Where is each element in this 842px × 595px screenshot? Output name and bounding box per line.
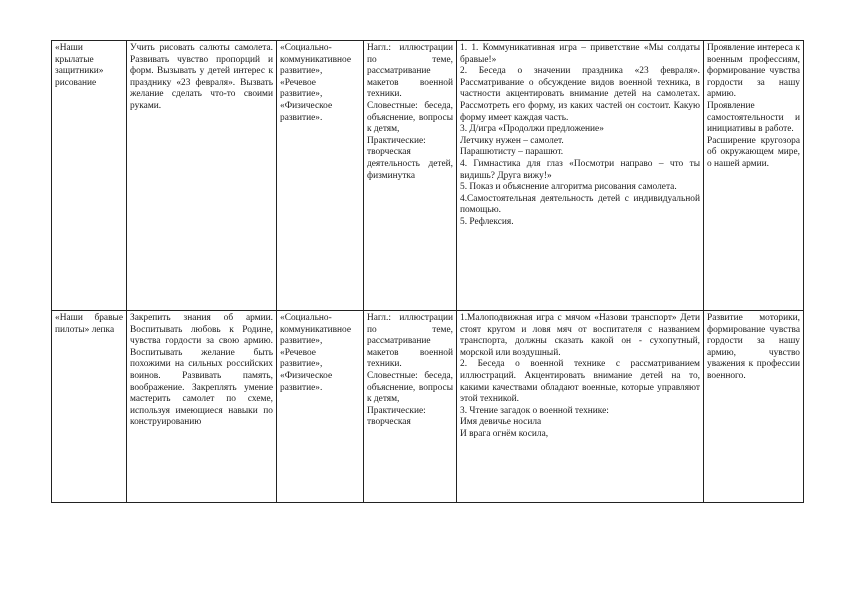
- table-row: [52, 41, 804, 311]
- results-cell: [704, 311, 804, 503]
- goals-cell: Закрепить знания об армии. Воспитывать любовь к Родине, чувства гордости за свою армию. Воспитывать желание быть похожими на сильных российских воинов. Развивать память, воображение. Закреплять умение мастерить самолет по схеме, используя имеющиеся навыки по конструированию: [127, 311, 277, 503]
- activity-item: 1. 1. Коммуникативная игра – приветствие «Мы солдаты бравые!»: [460, 43, 700, 65]
- result-item: Расширение кругозора об окружающем мире, о нашей армии.: [707, 135, 800, 169]
- goals-cell: Учить рисовать салюты самолета. Развивать чувство пропорций и форм. Вызывать у детей интерес к празднику «23 февраля». Вызвать желание сделать что-то своими руками.: [127, 41, 277, 311]
- methods-verbal: Словестные: беседа, объяснение, вопросы к детям,: [367, 100, 453, 135]
- activity-item: Летчику нужен – самолет.: [460, 135, 564, 146]
- activity-item: 5. Рефлексия.: [460, 216, 514, 227]
- areas-cell: «Социально-коммуникативное развитие», «Речевое развитие», «Физическое развитие».: [277, 41, 364, 311]
- activity-item: И врага огнём косила,: [460, 428, 549, 439]
- methods-cell: [364, 41, 457, 311]
- activity-item: Имя девичье носила: [460, 417, 542, 428]
- topic-cell: «Наши бравые пилоты» лепка: [52, 311, 127, 503]
- activity-item: 1.Малоподвижная игра с мячом «Назови транспорт» Дети стоят кругом и ловя мяч от воспитателя с названием транспорта, должны сказать какой он - сухопутный, морской или воздушный.: [460, 313, 700, 358]
- activities-cell: [457, 41, 704, 311]
- activity-item: 2. Беседа о значении праздника «23 февраля». Рассматривание о обсуждение видов военной техника, в частности акцентировать внимание детей на самолетах. Рассмотреть его форму, из каких частей он состоит. Какую форму имеет каждая часть.: [460, 66, 700, 123]
- activities-cell: [457, 311, 704, 503]
- activity-item: 3. Д/игра «Продолжи предложение»: [460, 124, 604, 135]
- topic-cell: «Наши крылатые защитники» рисование: [52, 41, 127, 311]
- activity-item: Парашютисту – парашют.: [460, 147, 564, 158]
- results-cell: [704, 41, 804, 311]
- methods-practical: Практические: творческая: [367, 405, 426, 428]
- activity-item: 4. Гимнастика для глаз «Посмотри направо – что ты видишь? Друга вижу!»: [460, 158, 700, 181]
- methods-verbal: Словестные: беседа, объяснение, вопросы к детям,: [367, 370, 453, 405]
- activity-item: 4.Самостоятельная деятельность детей с индивидуальной помощью.: [460, 193, 700, 216]
- methods-practical: Практические: творческая деятельность детей, физминутка: [367, 135, 453, 181]
- activity-item: 3. Чтение загадок о военной технике:: [460, 405, 609, 416]
- lesson-plan-table: [51, 40, 804, 503]
- methods-visual: Нагл.: иллюстрации по теме, рассматривание макетов военной техники.: [367, 313, 453, 370]
- table-row: [52, 311, 804, 503]
- activity-item: 5. Показ и объяснение алгоритма рисования самолета.: [460, 182, 677, 193]
- methods-cell: [364, 311, 457, 503]
- result-item: Проявление самостоятельности и инициативы в работе.: [707, 100, 800, 135]
- activity-item: 2. Беседа о военной технике с рассматриванием иллюстраций. Акцентировать внимание детей на то, какими качествами обладают военные, которые управляют этой техникой.: [460, 359, 700, 405]
- areas-cell: «Социально-коммуникативное развитие», «Речевое развитие», «Физическое развитие».: [277, 311, 364, 503]
- result-item: Развитие моторики, формирование чувства гордости за нашу армию, чувство уважения к профессии военного.: [707, 313, 800, 381]
- result-item: Проявление интереса к военным профессиям, формирование чувства гордости за нашу армию.: [707, 43, 800, 100]
- methods-visual: Нагл.: иллюстрации по теме, рассматривание макетов военной техники.: [367, 43, 453, 100]
